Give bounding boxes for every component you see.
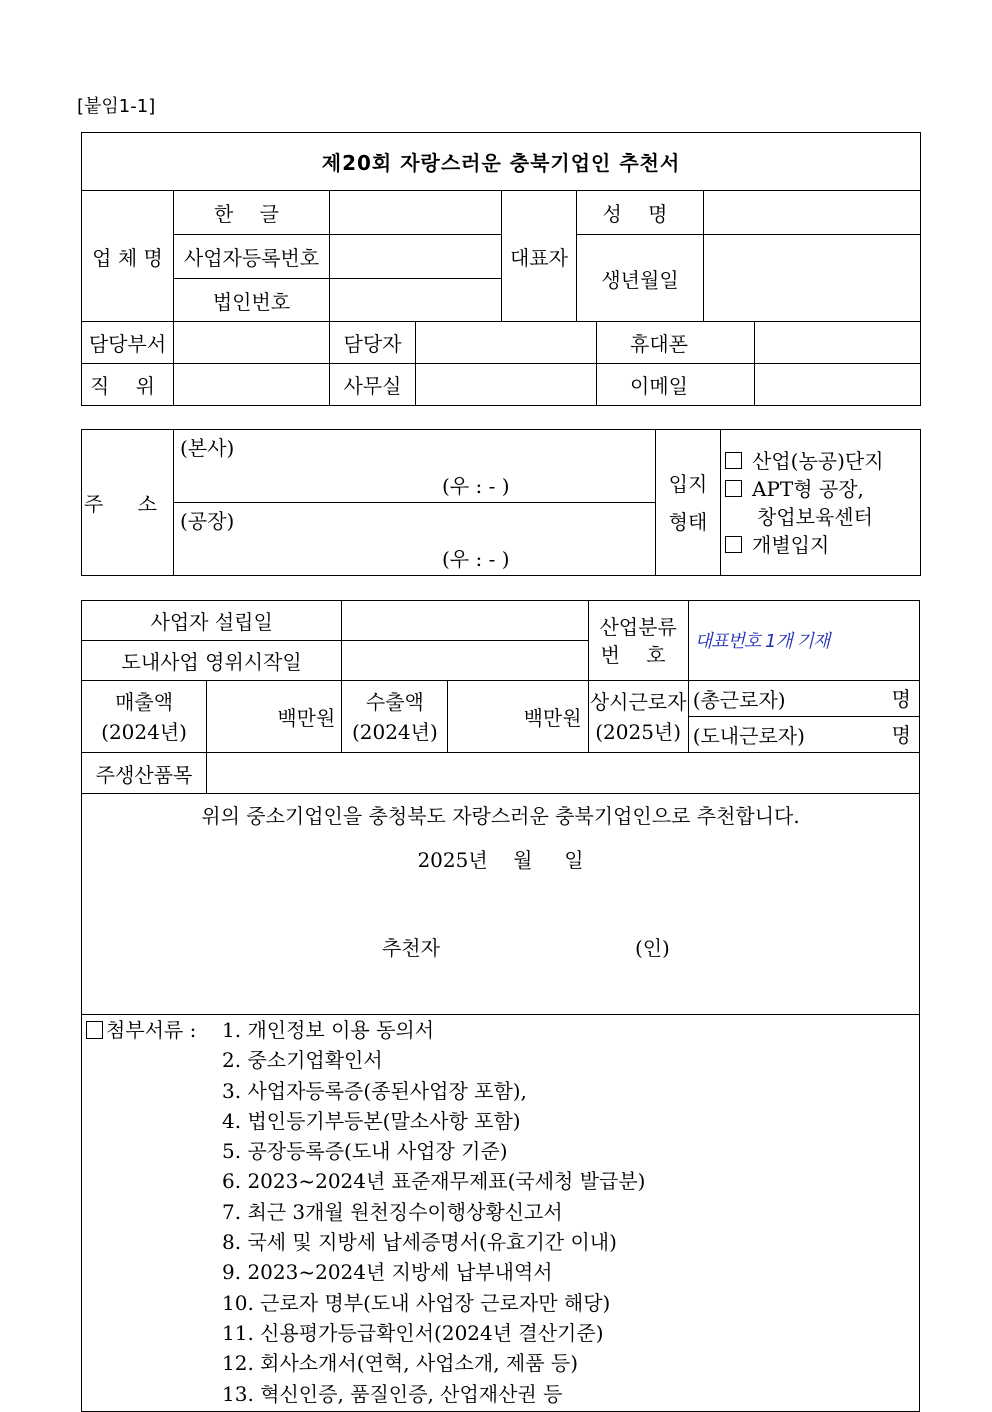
corporate-no-label: 법인번호 (174, 279, 330, 322)
email-label: 이메일 (597, 364, 755, 406)
industry-code-label: 산업분류 번 호 (588, 601, 688, 681)
position-input[interactable] (174, 364, 330, 406)
birthdate-label: 생년월일 (577, 235, 704, 322)
attachment-item (86, 1106, 919, 1136)
attachment-item (86, 1076, 919, 1106)
company-info-table (81, 132, 921, 406)
recommendation-statement: 위의 중소기업인을 충청북도 자랑스러운 충북기업인으로 추천합니다. (201, 804, 800, 828)
registration-no-input[interactable] (330, 235, 502, 279)
provincial-start-input[interactable] (342, 641, 588, 681)
attachment-item-text: 3. 사업자등록증(종된사업장 포함), (222, 1078, 527, 1103)
corporate-no-input[interactable] (330, 279, 502, 322)
registration-no-label: 사업자등록번호 (174, 235, 330, 279)
option-industrial-complex[interactable]: 산업(농공)단지 (725, 447, 920, 475)
attachment-item-text: 11. 신용평가등급확인서(2024년 결산기준) (222, 1320, 604, 1345)
export-unit: 백만원 (523, 706, 582, 730)
total-workers-label: (총근로자) (692, 688, 786, 712)
sales-unit: 백만원 (277, 706, 336, 730)
provincial-workers-unit: 명 (891, 723, 911, 747)
form-title: 제20회 자랑스러운 충북기업인 추천서 (82, 133, 921, 191)
attachment-item-text: 2. 중소기업확인서 (222, 1048, 383, 1073)
location-type-options (721, 430, 921, 576)
attachment-label: [붙임1-1] (77, 96, 156, 117)
checkbox-icon (86, 1021, 103, 1039)
attachment-item (86, 1288, 919, 1318)
attachment-item (86, 1318, 919, 1348)
attachment-item (86, 1015, 919, 1045)
industry-code-input[interactable] (688, 601, 919, 681)
attachment-item-text: 1. 개인정보 이용 동의서 (222, 1018, 435, 1042)
option-individual[interactable]: 개별입지 (725, 531, 920, 559)
mobile-input[interactable] (755, 322, 921, 364)
birthdate-input[interactable] (704, 235, 921, 322)
attachment-item (86, 1379, 919, 1409)
recommender-line (82, 882, 919, 1014)
founded-label: 사업자 설립일 (82, 601, 342, 641)
provincial-workers-label: (도내근로자) (692, 724, 805, 748)
manager-label: 담당자 (330, 322, 416, 364)
address-label: 주 소 (82, 430, 174, 576)
korean-name-label: 한 글 (174, 191, 330, 235)
attachment-item (86, 1136, 919, 1166)
attachment-item (86, 1348, 919, 1378)
attachments-label: 첨부서류 : (106, 1018, 197, 1042)
seal-label: (인) (634, 936, 670, 960)
export-input[interactable] (448, 681, 588, 753)
sales-label: 매출액 (2024년) (82, 681, 207, 753)
manager-input[interactable] (416, 322, 597, 364)
checkbox-icon (725, 452, 742, 469)
recommender-label: 추천자 (381, 936, 440, 960)
attachment-item-text: 13. 혁신인증, 품질인증, 산업재산권 등 (222, 1381, 563, 1406)
founded-input[interactable] (342, 601, 588, 641)
provincial-start-label: 도내사업 영위시작일 (82, 641, 342, 681)
workers-label: 상시근로자 (2025년) (588, 681, 688, 753)
dept-input[interactable] (174, 322, 330, 364)
mobile-label: 휴대폰 (597, 322, 755, 364)
rep-name-label: 성 명 (577, 191, 704, 235)
office-label: 사무실 (330, 364, 416, 406)
total-workers-unit: 명 (891, 687, 911, 711)
attachment-item-text: 9. 2023~2024년 지방세 납부내역서 (222, 1260, 553, 1285)
business-table (81, 600, 920, 1412)
attachment-item-text: 10. 근로자 명부(도내 사업장 근로자만 해당) (222, 1290, 611, 1315)
email-input[interactable] (755, 364, 921, 406)
attachment-item-text: 8. 국세 및 지방세 납세증명서(유효기간 이내) (222, 1230, 617, 1255)
hq-address-input[interactable] (174, 430, 656, 503)
main-products-label: 주생산품목 (82, 753, 207, 794)
option-apt-factory-cont: 창업보육센터 (757, 504, 873, 529)
attachment-item (86, 1045, 919, 1075)
attachment-item (86, 1227, 919, 1257)
location-type-label: 입지 형태 (656, 430, 721, 576)
attachment-item (86, 1257, 919, 1287)
position-label: 직 위 (82, 364, 174, 406)
attachment-item-text: 12. 회사소개서(연혁, 사업소개, 제품 등) (222, 1351, 579, 1376)
hq-label: (본사) (180, 436, 235, 460)
factory-zip: (우 : - ) (442, 547, 510, 571)
attachment-item-text: 5. 공장등록증(도내 사업장 기준) (222, 1139, 508, 1164)
total-workers-input[interactable] (688, 681, 919, 717)
attachment-item (86, 1197, 919, 1227)
provincial-workers-input[interactable] (688, 717, 919, 753)
factory-address-input[interactable] (174, 503, 656, 576)
rep-name-input[interactable] (704, 191, 921, 235)
dept-label: 담당부서 (82, 322, 174, 364)
attachment-item-text: 6. 2023~2024년 표준재무제표(국세청 발급분) (222, 1169, 646, 1194)
sales-input[interactable] (207, 681, 342, 753)
attachments-section (82, 1015, 920, 1412)
attachment-item (86, 1166, 919, 1196)
checkbox-icon (725, 536, 742, 553)
checkbox-icon (725, 480, 742, 497)
address-table (81, 429, 921, 576)
export-label: 수출액 (2024년) (342, 681, 448, 753)
recommendation-date: 2025년 월 일 (417, 848, 584, 872)
option-apt-factory[interactable]: APT형 공장, (725, 475, 920, 503)
representative-label: 대표자 (502, 191, 577, 322)
korean-name-input[interactable] (330, 191, 502, 235)
factory-label: (공장) (180, 509, 235, 533)
company-name-label: 업 체 명 (82, 191, 174, 322)
industry-code-note: 대표번호 1개 기재 (694, 631, 830, 652)
recommendation-section (82, 794, 920, 1015)
hq-zip: (우 : - ) (442, 474, 510, 498)
main-products-input[interactable] (207, 753, 920, 794)
attachment-item-text: 4. 법인등기부등본(말소사항 포함) (222, 1108, 521, 1133)
office-input[interactable] (416, 364, 597, 406)
attachment-item-text: 7. 최근 3개월 원천징수이행상황신고서 (222, 1199, 563, 1224)
